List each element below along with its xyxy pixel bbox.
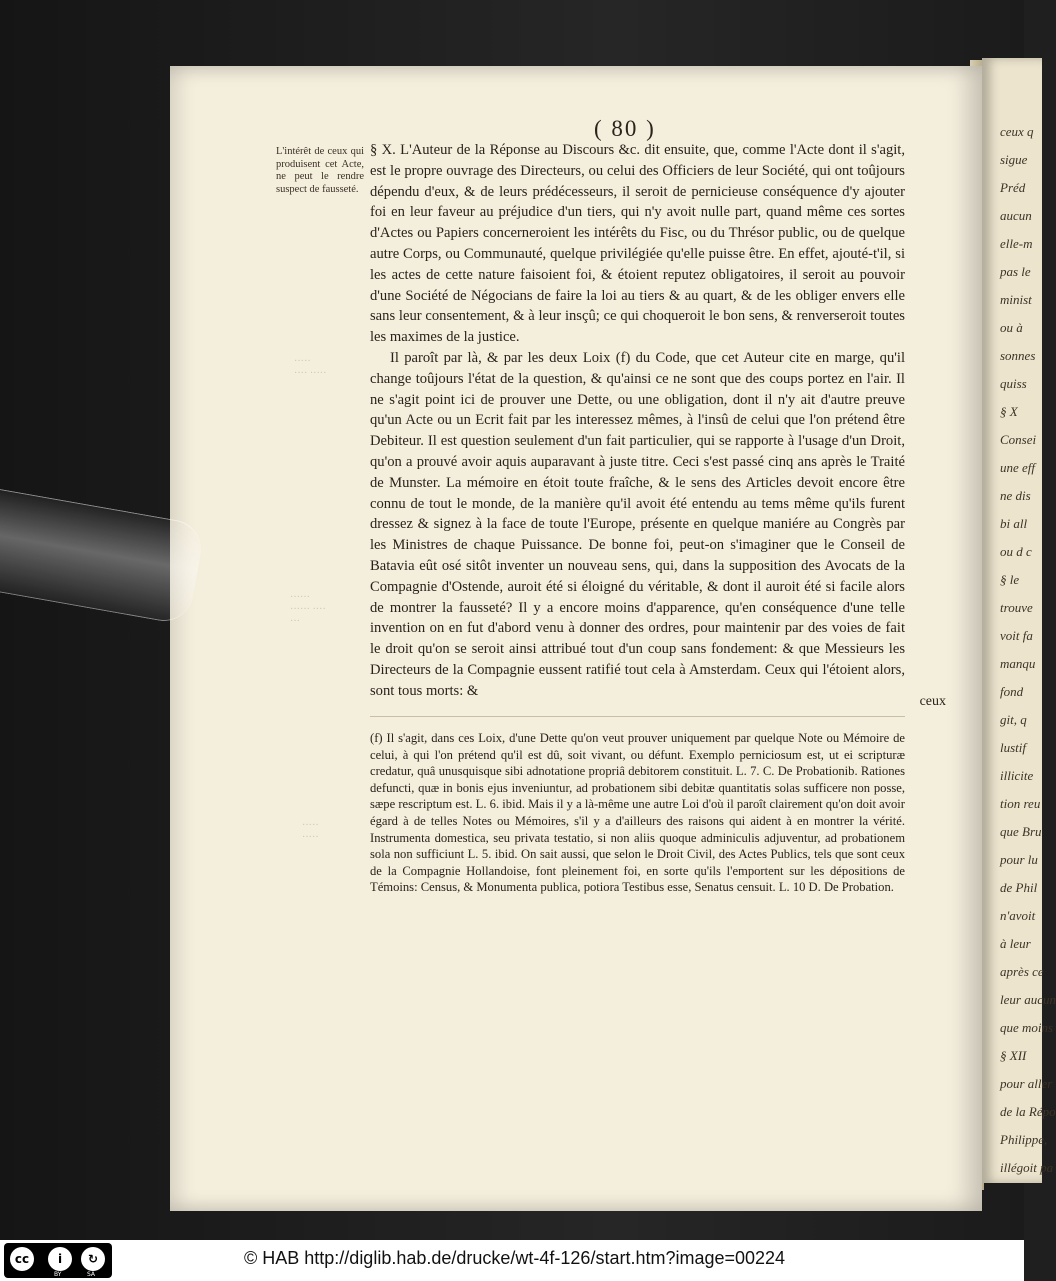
footnote-rule <box>370 716 905 717</box>
footer-bar <box>0 1240 1024 1281</box>
facing-page-fragment: pour aller <box>1000 1076 1053 1091</box>
facing-page-fragment: elle-m <box>1000 236 1033 251</box>
main-text <box>370 140 905 702</box>
page-number: ( 80 ) <box>594 116 656 141</box>
facing-page-fragment: fond <box>1000 684 1024 699</box>
facing-page-fragment: quiss <box>1000 376 1027 391</box>
facing-page-fragment: après ce <box>1000 964 1044 979</box>
facing-page-fragment: pour lu <box>1000 852 1038 867</box>
paragraph-reply: Il paroît par là, & par les deux Loix (f) du Code, que cet Auteur cite en marge, qu'il change toûjours l'état de la question, & qu'ainsi ce ne sont que des coups portez en l'air. Il ne s'agit point ici de prouver une Dette, ou une obligation, dont il n'y ait d'autre preuve qu'un Acte ou un Ecrit fait par les interessez mêmes, à l'insû de celui que l'on prétend être Debiteur. Il est question seulement d'un fait particulier, qui se rapporte à l'usage d'un Droit, qu'on a prouvé avoir aquis auparavant à juste titre. Ceci s'est passé cinq ans après le Traité de Munster. La mémoire en étoit toute fraîche, & le sens des Articles devoit encore être connu de tout le monde, de la manière qu'il avoit été entendu au tems même qu'ils furent dressez & signez à la face de toute l'Europe, présente en quelque maniére au Congrès par les Ministres de chaque Puissance. De bonne foi, peut-on s'imaginer que le Conseil de Batavia eût osé sitôt inventer un nouveau sens, qui, dans la supposition des Avocats de la Compagnie d'Ostende, auroit été si éloigné du véritable, & dont il auroit été si facile alors de montrer la fausseté? Il y a encore moins d'apparence, qu'en conséquence d'une telle invention on en fut d'abord venu à donner des ordres, pour maintenir par des voies de fait le droit qu'on se seroit ainsi attribué tout d'un coup sans fondement: & que Messieurs les Directeurs de la Compagnie eussent ratifié tout cela à Amsterdam. Ceux qui l'étoient alors, sont tous morts: & <box>370 349 905 699</box>
facing-page-fragment: bi all <box>1000 516 1028 531</box>
show-through-note-3: ····· ····· <box>302 820 319 843</box>
share-alike-icon: ↻ <box>81 1247 105 1271</box>
facing-page-fragment: ne dis <box>1000 488 1031 503</box>
facing-page-edge <box>982 58 1056 1183</box>
facing-page-fragment: lustif <box>1000 740 1027 755</box>
facing-page-fragment: voit fa <box>1000 628 1033 643</box>
facing-page-fragment: Préd <box>1000 180 1026 195</box>
facing-page-fragment: aucun <box>1000 208 1032 223</box>
facing-page-fragment: § XII <box>1000 1048 1027 1063</box>
facing-page-fragment: sonnes <box>1000 348 1036 363</box>
paragraph-section-x: § X. L'Auteur de la Réponse au Discours &c. dit ensuite, que, comme l'Acte dont il s'agit, est le propre ouvrage des Directeurs, ou celui des Officiers de leur Société, qui ont toûjours dépendu d'eux, & de leurs prédécesseurs, il seroit de pernicieuse conséquence d'y ajouter foi en leur faveur au préjudice d'un tiers, qui n'y avoit nulle part, quand même ces sortes d'Actes ou Papiers concerneroient les intérêts du Fisc, ou du Thrésor public, ou de quelque autre Corps, ou Communauté, quelque privilégiée qu'elle puisse être. En effet, ajouté-t'il, si les actes de cette nature faisoient foi, & étoient reputez obligatoires, il seroit au pouvoir d'une Société de Négocians de faire la loi au tiers & au quart, & de les obliger envers elle sans leur consentement, & à leur insçû; ce qui choqueroit le bon sens, & renverseroit toutes les maximes de la justice. <box>370 142 905 346</box>
facing-page-fragment: sigue <box>1000 152 1028 167</box>
attribution-icon: i <box>48 1247 72 1271</box>
cc-license-badge[interactable] <box>4 1243 112 1278</box>
facing-page-fragment: minist <box>1000 292 1032 307</box>
facing-page-fragment: une eff <box>1000 460 1036 475</box>
facing-page-fragment: Philippe, <box>1000 1132 1048 1147</box>
facing-page-fragment: à leur <box>1000 936 1031 951</box>
facing-page-fragment: de la Répo <box>1000 1104 1056 1119</box>
facing-page-fragment: § X <box>1000 404 1018 419</box>
facing-page-fragment: illégoit pa <box>1000 1160 1054 1175</box>
margin-note: L'intérêt de ceux qui produisent cet Acte, ne peut le rendre suspect de fausseté. <box>276 146 364 195</box>
facing-page-fragment: Consei <box>1000 432 1037 447</box>
facing-page-fragment: ou d c <box>1000 544 1032 559</box>
facing-page-fragment: pas le <box>1000 264 1031 279</box>
facing-page-fragment: manqu <box>1000 656 1036 671</box>
facing-page-fragment: de Phil <box>1000 880 1038 895</box>
show-through-note-2: ······ ······ ···· ··· <box>290 592 326 627</box>
cc-icon: cc <box>10 1247 34 1271</box>
source-url[interactable]: © HAB http://diglib.hab.de/drucke/wt-4f-126/start.htm?image=00224 <box>244 1248 786 1268</box>
facing-page-fragment: § le <box>1000 572 1020 587</box>
facing-page-fragment: tion reu <box>1000 796 1041 811</box>
facing-page-fragment: trouve <box>1000 600 1033 615</box>
facing-page-fragment: ou à <box>1000 320 1023 335</box>
show-through-note-1: ····· ···· ····· <box>294 356 327 379</box>
facing-page-fragment: leur aucun <box>1000 992 1056 1007</box>
facing-page-fragment: illicite <box>1000 768 1034 783</box>
facing-page-fragment: ceux q <box>1000 124 1034 139</box>
footnote: (f) Il s'agit, dans ces Loix, d'une Dette qu'on veut prouver uniquement par quelque Note ou Mémoire de celui, à qui l'on prétend qu'il est dû, soit vivant, ou défunt. Exemplo perniciosum est, ut ei scripturæ credatur, quâ unusquisque sibi adnotatione propriâ debitorem constituit. L. 7. C. De Probationib. Rationes defuncti, quæ in bonis ejus inveniuntur, ad probationem sibi debitæ quantitatis solas sufficere non posse, sæpe rescriptum est. L. 6. ibid. Mais il y a là-même une autre Loi d'où il paroît clairement qu'on doit avoir égard à de telles Notes ou Mémoires, s'il y a d'ailleurs des raisons qui aident à en montrer la vérité. Instrumenta domestica, seu privata testatio, si non aliis quoque adminiculis adjuventur, ad probationem sola non sufficiunt L. 5. ibid. On sait aussi, que selon le Droit Civil, des Actes Publics, tels que sont ceux de la Compagnie Hollandoise, font pleinement foi, en sorte qu'ils l'emportent sur les dépositions de Témoins: Census, & Monumenta publica, potiora Testibus esse, Senatus censuit. L. 10 D. De Probation. <box>370 731 905 895</box>
cc-by-label: BY <box>54 1271 62 1278</box>
facing-page-fragment: git, q <box>1000 712 1027 727</box>
facing-page-fragment: que moins <box>1000 1020 1054 1035</box>
facing-page-fragment: que Bru <box>1000 824 1042 839</box>
catchword: ceux <box>919 694 946 709</box>
facing-page-fragment: n'avoit <box>1000 908 1036 923</box>
cc-sa-label: SA <box>87 1271 96 1278</box>
